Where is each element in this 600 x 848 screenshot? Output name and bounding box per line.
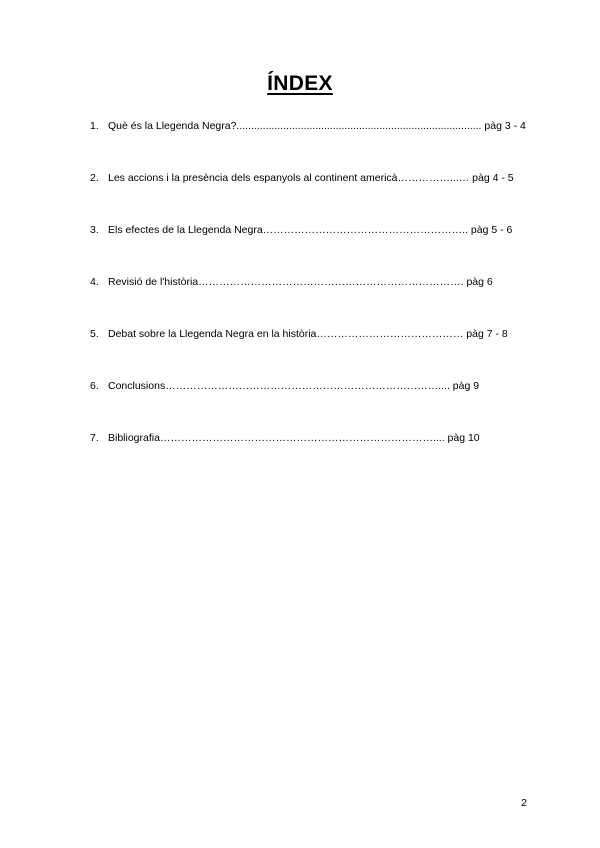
toc-entry-text: Bibliografia…………………………………………………………………….... pàg 10 — [108, 432, 480, 444]
toc-entry-number: 7. — [90, 432, 99, 444]
toc-entry-number: 4. — [90, 276, 99, 288]
toc-entry-number: 3. — [90, 224, 99, 236]
toc-entry-text: Revisió de l'història…………………………………………………………………. pàg 6 — [108, 276, 493, 288]
toc-entry — [90, 118, 530, 170]
toc-entry-text: Conclusions…………………………………………………………………….... pàg 9 — [108, 380, 480, 392]
toc-entry-number: 1. — [90, 120, 99, 132]
toc-entry — [90, 170, 530, 222]
page-number: 2 — [521, 797, 527, 809]
toc-entry — [90, 378, 530, 430]
toc-entry-text: Debat sobre la Llegenda Negra en la història…………………………………… pàg 7 - 8 — [108, 328, 508, 340]
toc-entry-number: 2. — [90, 172, 99, 184]
table-of-contents — [90, 118, 530, 482]
toc-entry — [90, 274, 530, 326]
index-title: ÍNDEX — [267, 72, 333, 95]
toc-entry — [90, 222, 530, 274]
toc-entry-text: Els efectes de la Llegenda Negra………………………………………………….. pàg 5 - 6 — [108, 224, 513, 236]
toc-entry-number: 5. — [90, 328, 99, 340]
toc-entry-text: Les accions i la presència dels espanyols al continent americà……………...… pàg 4 - 5 — [108, 172, 514, 184]
toc-entry-number: 6. — [90, 380, 99, 392]
toc-entry — [90, 326, 530, 378]
toc-entry — [90, 430, 530, 482]
toc-entry-text: Què és la Llegenda Negra?.................................................................................... pàg 3 - 4 — [108, 120, 526, 132]
